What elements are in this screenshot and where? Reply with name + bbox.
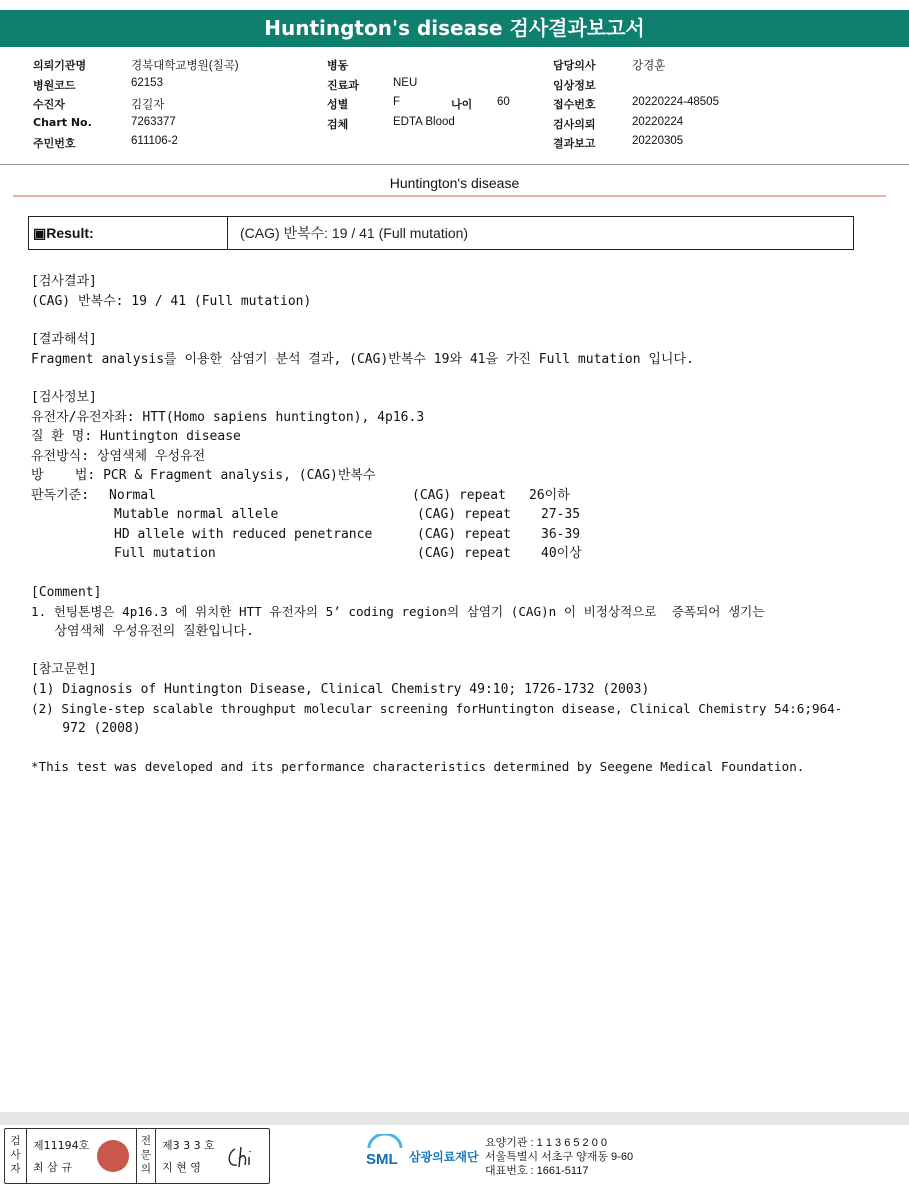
- info-label: 수진자: [33, 98, 65, 111]
- info-value: EDTA Blood: [393, 115, 455, 128]
- info-value: 611106-2: [131, 135, 178, 147]
- criteria-prefix: 판독기준:: [31, 487, 97, 503]
- report-title: Huntington's disease 검사결과보고서: [0, 10, 909, 47]
- info-label: 성별: [327, 98, 349, 111]
- criteria-name: HD allele with reduced penetrance: [114, 526, 373, 542]
- info-label: 병원코드: [33, 78, 76, 92]
- criteria-range: 26이하: [529, 487, 570, 503]
- info-value: 7263377: [131, 115, 176, 128]
- age-label: 나이: [451, 98, 473, 111]
- seal-stamp: [97, 1140, 129, 1172]
- patient-info-col2: [327, 57, 527, 135]
- sml-logo-icon: [365, 1134, 405, 1170]
- footer-bar: [0, 1112, 909, 1125]
- org-contact: [485, 1136, 633, 1178]
- info-label: 접수번호: [553, 98, 596, 111]
- patient-info-col3: [553, 57, 803, 155]
- info-value: 경북대학교병원(칠곡): [131, 60, 239, 72]
- criteria-row: [31, 544, 871, 564]
- info-line: 유전자/유전자좌: HTT(Homo sapiens huntington), 4p16.3: [31, 409, 425, 425]
- section-title: Huntington's disease: [389, 175, 520, 191]
- interpretation-section: [31, 330, 871, 369]
- info-label: 결과보고: [553, 137, 596, 150]
- info-label: 검체: [327, 117, 349, 131]
- info-value: 20220305: [632, 135, 684, 147]
- sig2-vertical-label: 전문의: [136, 1129, 156, 1183]
- phone: 대표번호 : 1661-5117: [485, 1165, 589, 1177]
- criteria-repeat: (CAG) repeat: [417, 507, 511, 522]
- info-label: 진료과: [327, 78, 359, 92]
- signature-box: [4, 1128, 270, 1184]
- result-box: [28, 216, 854, 250]
- criteria-row: [31, 525, 871, 545]
- info-value: 강경훈: [632, 60, 666, 72]
- criteria-name: Mutable normal allele: [114, 507, 279, 522]
- section-heading: [참고문헌]: [31, 662, 97, 677]
- section-heading: [Comment]: [31, 584, 102, 600]
- comment-section: [31, 583, 871, 642]
- address: 서울특별시 서초구 양재동 9-60: [485, 1151, 634, 1163]
- criteria-range: 27-35: [541, 507, 581, 522]
- criteria-row: [31, 486, 871, 506]
- info-value: 20220224: [632, 115, 684, 128]
- info-value: 62153: [131, 76, 163, 89]
- criteria-name: Normal: [109, 487, 156, 503]
- criteria-range: 40이상: [541, 546, 582, 561]
- criteria-row: [31, 505, 871, 525]
- section-heading: [검사결과]: [31, 274, 97, 289]
- info-line: 질 환 명: Huntington disease: [31, 429, 241, 444]
- interpretation-text: Fragment analysis를 이용한 삼염기 분석 결과, (CAG)반복수 19와 41을 가진 Full mutation 입니다.: [31, 351, 694, 367]
- info-label: 임상정보: [553, 78, 596, 92]
- test-info-section: [31, 388, 871, 564]
- sig1-vertical-label: 검사자: [5, 1129, 27, 1183]
- test-result-text: (CAG) 반복수: 19 / 41 (Full mutation): [31, 293, 312, 309]
- section-heading: [검사정보]: [31, 390, 97, 405]
- info-value: 김길자: [131, 99, 165, 111]
- age-value: 60: [497, 96, 510, 108]
- patient-info-col1: [33, 57, 313, 155]
- comment-text: 1. 헌팅톤병은 4p16.3 에 위치한 HTT 유전자의 5’ coding region의 삼염기 (CAG)n 이 비정상적으로 증폭되어 생기는: [31, 604, 765, 619]
- handwritten-signature: [225, 1143, 261, 1171]
- info-label: 병동: [327, 59, 349, 72]
- divider: [0, 164, 909, 165]
- comment-text: 상염색체 우성유전의 질환입니다.: [31, 623, 254, 639]
- report-body: [31, 272, 871, 777]
- info-label: Chart No.: [33, 115, 92, 129]
- info-label: 의뢰기관명: [33, 59, 87, 72]
- info-label: 담당의사: [553, 59, 596, 72]
- result-label: ▣Result:: [29, 217, 228, 249]
- org-logo: [365, 1134, 479, 1174]
- info-label: 주민번호: [33, 137, 76, 150]
- reference-line: 972 (2008): [31, 720, 141, 736]
- sig2-license-no: 제3 3 3 호: [162, 1139, 215, 1152]
- section-heading: [결과해석]: [31, 332, 97, 347]
- info-value: NEU: [393, 76, 418, 89]
- references-section: [31, 660, 871, 738]
- criteria-range: 36-39: [541, 526, 581, 542]
- criteria-name: Full mutation: [114, 546, 216, 561]
- org-name: 삼광의료재단: [409, 1150, 479, 1164]
- logo-text: SML: [366, 1151, 398, 1168]
- reference-line: (2) Single-step scalable throughput molecular screening forHuntington disease, Clinical Chemistry 54:6;964-: [31, 701, 843, 716]
- sig1-license-no: 제11194호: [33, 1139, 90, 1152]
- info-line: 유전방식: 상염색체 우성유전: [31, 448, 206, 464]
- disclaimer: *This test was developed and its performance characteristics determined by Seegene Medical Foundation.: [31, 759, 805, 774]
- result-value: (CAG) 반복수: 19 / 41 (Full mutation): [240, 225, 469, 241]
- institution-code: 요양기관 : 1 1 3 6 5 2 0 0: [485, 1137, 608, 1149]
- sig1-name: 최 삼 규: [33, 1161, 72, 1174]
- sig2-name: 지 현 영: [162, 1161, 201, 1174]
- info-value: 20220224-48505: [632, 96, 719, 108]
- criteria-repeat: (CAG) repeat: [417, 546, 511, 561]
- info-value: F: [393, 96, 401, 108]
- info-line: 방 법: PCR & Fragment analysis, (CAG)반복수: [31, 468, 376, 483]
- test-result-section: [31, 272, 871, 311]
- criteria-repeat: (CAG) repeat: [417, 526, 511, 542]
- reference-line: (1) Diagnosis of Huntington Disease, Clinical Chemistry 49:10; 1726-1732 (2003): [31, 681, 650, 697]
- criteria-repeat: (CAG) repeat: [412, 487, 506, 503]
- info-label: 검사의뢰: [553, 117, 596, 131]
- section-underline: [13, 195, 886, 197]
